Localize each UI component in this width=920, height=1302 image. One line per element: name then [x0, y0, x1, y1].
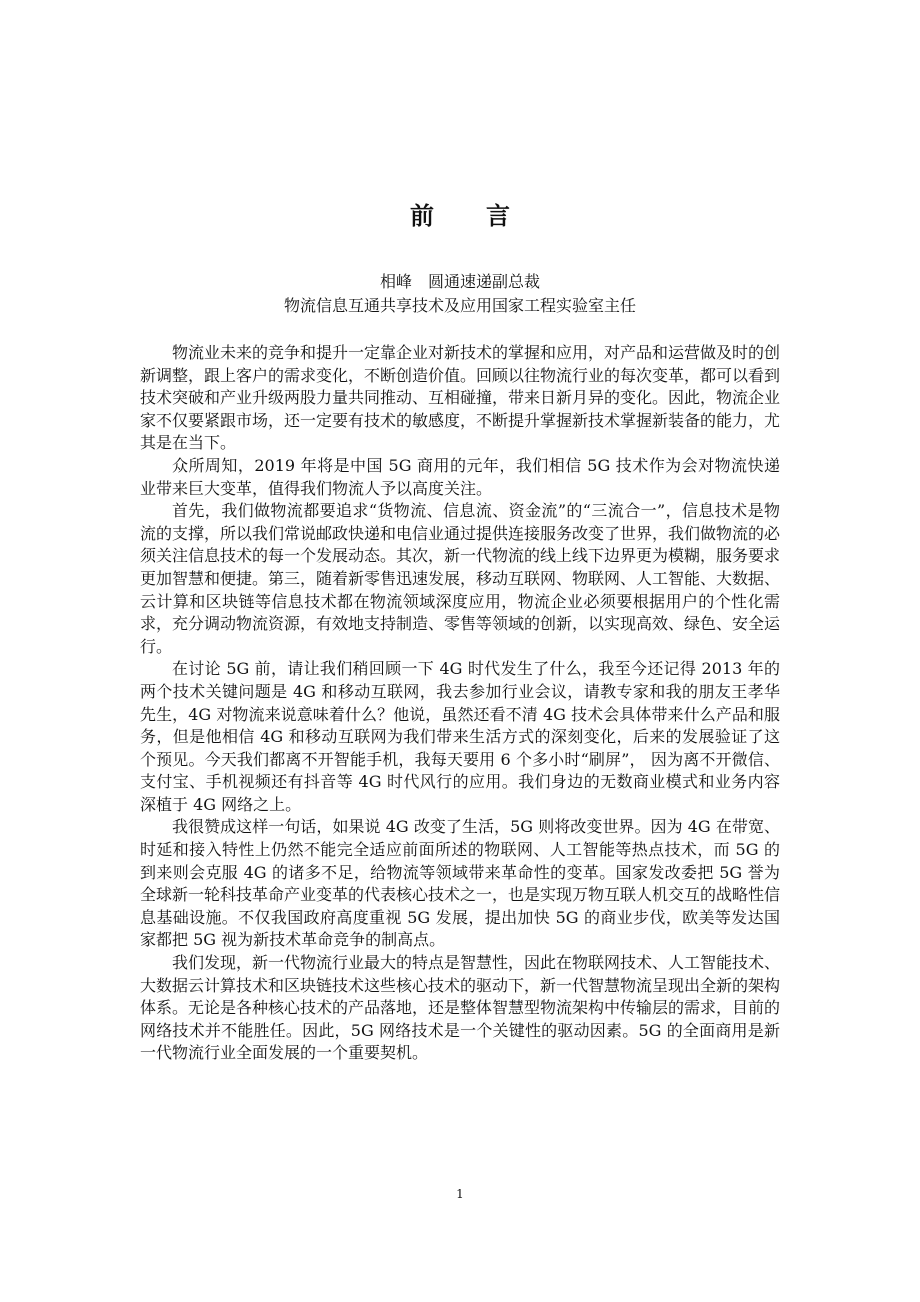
paragraph: 首先，我们做物流都要追求“货物流、信息流、资金流”的“三流合一”，信息技术是物流的支撑，所以我们常说邮政快递和电信业通过提供连接服务改变了世界，我们做物流的必须关注信息技术的每一个发展动态。其次，新一代物流的线上线下边界更为模糊，服务要求更加智慧和便捷。第三，随着新零售迅速发展，移动互联网、物联网、人工智能、大数据、云计算和区块链等信息技术都在物流领域深度应用，物流企业必须要根据用户的个性化需求，充分调动物流资源，有效地支持制造、零售等领域的创新，以实现高效、绿色、安全运行。	[140, 501, 781, 656]
page-number: 1	[456, 1187, 464, 1201]
paragraph: 物流业未来的竞争和提升一定靠企业对新技术的掌握和应用，对产品和运营做及时的创新调整，跟上客户的需求变化，不断创造价值。回顾以往物流行业的每次变革，都可以看到技术突破和产业升级两股力量共同推动、互相碰撞，带来日新月异的变化。因此，物流企业家不仅要紧跟市场，还一定要有技术的敏感度，不断提升掌握新技术掌握新装备的能力，尤其是在当下。	[140, 343, 781, 453]
author-name: 相峰	[379, 272, 412, 291]
paragraph: 众所周知，2019 年将是中国 5G 商用的元年，我们相信 5G 技术作为会对物流快递业带来巨大变革，值得我们物流人予以高度关注。	[140, 455, 780, 498]
paragraph: 我很赞成这样一句话，如果说 4G 改变了生活，5G 则将改变世界。因为 4G 在带宽、时延和接入特性上仍然不能完全适应前面所述的物联网、人工智能等热点技术，而 5G 的到来则会克服 4G 的诸多不足，给物流等领域带来革命性的变革。国家发改委把 5G 誉为全球新一轮科技革命产业变革的代表核心技术之一，也是实现万物互联人机交互的战略性信息基础设施。不仅我国政府高度重视 5G 发展，提出加快 5G 的商业步伐，欧美等发达国家都把 5G 视为新技术革命竞争的制高点。	[140, 817, 781, 950]
page-title	[0, 200, 920, 232]
title-part-2: 言	[486, 201, 510, 230]
author-block	[0, 270, 920, 318]
paragraph: 我们发现，新一代物流行业最大的特点是智慧性，因此在物联网技术、人工智能技术、大数据云计算技术和区块链技术这些核心技术的驱动下，新一代智慧物流呈现出全新的架构体系。无论是各种核心技术的产品落地，还是整体智慧型物流架构中传输层的需求，目前的网络技术并不能胜任。因此，5G 网络技术是一个关键性的驱动因素。5G 的全面商用是新一代物流行业全面发展的一个重要契机。	[140, 953, 781, 1063]
title-part-1: 前	[410, 201, 434, 230]
author-affiliation: 物流信息互通共享技术及应用国家工程实验室主任	[283, 296, 636, 315]
body-text	[140, 342, 780, 1065]
paragraph: 在讨论 5G 前，请让我们稍回顾一下 4G 时代发生了什么，我至今还记得 2013 年的两个技术关键问题是 4G 和移动互联网，我去参加行业会议，请教专家和我的朋友王孝华先生，4G 对物流来说意味着什么？他说，虽然还看不清 4G 技术会具体带来什么产品和服务，但是他相信 4G 和移动互联网为我们带来生活方式的深刻变化，后来的发展验证了这个预见。今天我们都离不开智能手机，我每天要用 6 个多小时“刷屏”， 因为离不开微信、支付宝、手机视频还有抖音等 4G 时代风行的应用。我们身边的无数商业模式和业务内容深植于 4G 网络之上。	[140, 659, 780, 814]
author-position: 圆通速递副总裁	[428, 272, 541, 291]
author-line	[0, 270, 920, 294]
